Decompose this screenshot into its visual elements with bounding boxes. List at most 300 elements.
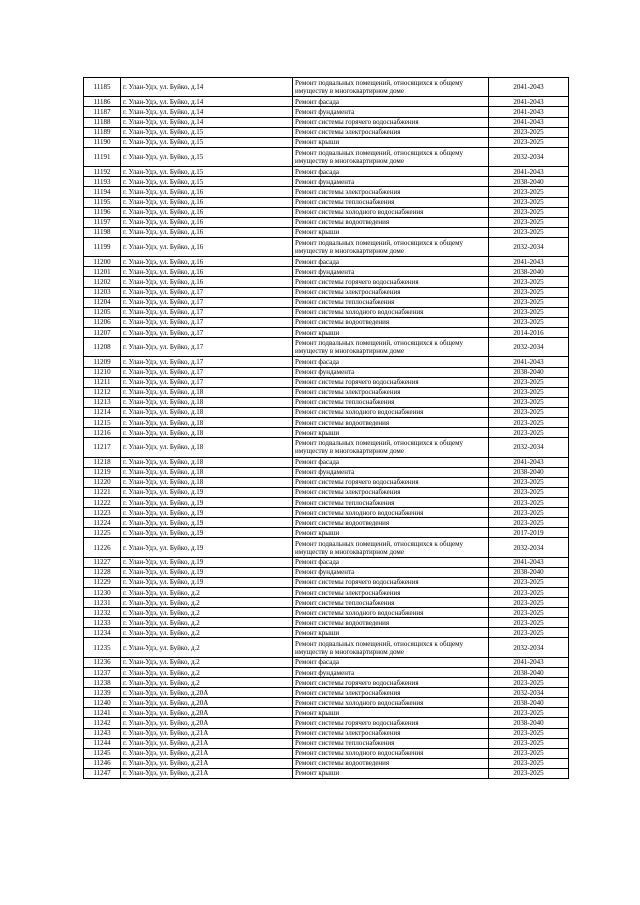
table-row [84,397,569,407]
work-type-cell: Ремонт подвальных помещений, относящихся к общему имуществу в многоквартирном доме [293,237,489,256]
address-cell: г. Улан-Удэ, ул. Буйко, д.18 [121,457,293,467]
table-row [84,327,569,337]
table-row [84,167,569,177]
row-number: 11230 [84,588,121,598]
work-type-cell: Ремонт фундамента [293,467,489,477]
row-number: 11225 [84,528,121,538]
address-cell: г. Улан-Удэ, ул. Буйко, д.16 [121,277,293,287]
address-cell: г. Улан-Удэ, ул. Буйко, д.21А [121,738,293,748]
address-cell: г. Улан-Удэ, ул. Буйко, д.16 [121,217,293,227]
row-number: 11194 [84,187,121,197]
work-type-cell: Ремонт системы электроснабжения [293,187,489,197]
table-row [84,237,569,256]
address-cell: г. Улан-Удэ, ул. Буйко, д.17 [121,338,293,357]
work-type-cell: Ремонт крыши [293,628,489,638]
table-row [84,718,569,728]
address-cell: г. Улан-Удэ, ул. Буйко, д.19 [121,518,293,528]
period-cell: 2023-2025 [489,418,569,428]
work-type-cell: Ремонт крыши [293,137,489,147]
table-row [84,598,569,608]
work-type-cell: Ремонт системы водоотведения [293,618,489,628]
period-cell: 2023-2025 [489,307,569,317]
period-cell: 2041-2043 [489,457,569,467]
row-number: 11198 [84,227,121,237]
row-number: 11236 [84,657,121,667]
period-cell: 2023-2025 [489,678,569,688]
work-type-cell: Ремонт системы холодного водоснабжения [293,608,489,618]
address-cell: г. Улан-Удэ, ул. Буйко, д.18 [121,477,293,487]
address-cell: г. Улан-Удэ, ул. Буйко, д.20А [121,708,293,718]
work-type-cell: Ремонт крыши [293,768,489,778]
work-type-cell: Ремонт системы горячего водоснабжения [293,117,489,127]
table-row [84,147,569,166]
row-number: 11209 [84,357,121,367]
table-row [84,758,569,768]
row-number: 11241 [84,708,121,718]
table-row [84,438,569,457]
table-row [84,78,569,97]
row-number: 11201 [84,267,121,277]
table-row [84,667,569,677]
address-cell: г. Улан-Удэ, ул. Буйко, д.15 [121,167,293,177]
period-cell: 2038-2040 [489,567,569,577]
table-row [84,177,569,187]
address-cell: г. Улан-Удэ, ул. Буйко, д.14 [121,117,293,127]
row-number: 11217 [84,438,121,457]
period-cell: 2041-2043 [489,357,569,367]
work-type-cell: Ремонт системы горячего водоснабжения [293,718,489,728]
table-row [84,357,569,367]
address-cell: г. Улан-Удэ, ул. Буйко, д.14 [121,107,293,117]
table-row [84,638,569,657]
row-number: 11244 [84,738,121,748]
table-row [84,387,569,397]
work-type-cell: Ремонт подвальных помещений, относящихся к общему имуществу в многоквартирном доме [293,147,489,166]
work-type-cell: Ремонт системы горячего водоснабжения [293,678,489,688]
work-type-cell: Ремонт системы теплоснабжения [293,297,489,307]
row-number: 11210 [84,367,121,377]
period-cell: 2038-2040 [489,267,569,277]
period-cell: 2038-2040 [489,718,569,728]
table-row [84,698,569,708]
work-type-cell: Ремонт подвальных помещений, относящихся к общему имуществу в многоквартирном доме [293,438,489,457]
address-cell: г. Улан-Удэ, ул. Буйко, д.2 [121,657,293,667]
table-row [84,307,569,317]
work-type-cell: Ремонт подвальных помещений, относящихся к общему имуществу в многоквартирном доме [293,538,489,557]
period-cell: 2023-2025 [489,287,569,297]
address-cell: г. Улан-Удэ, ул. Буйко, д.18 [121,438,293,457]
work-type-cell: Ремонт крыши [293,528,489,538]
period-cell: 2023-2025 [489,317,569,327]
address-cell: г. Улан-Удэ, ул. Буйко, д.2 [121,598,293,608]
table-row [84,297,569,307]
table-row [84,97,569,107]
address-cell: г. Улан-Удэ, ул. Буйко, д.18 [121,387,293,397]
work-type-cell: Ремонт системы теплоснабжения [293,497,489,507]
period-cell: 2017-2019 [489,528,569,538]
address-cell: г. Улан-Удэ, ул. Буйко, д.17 [121,317,293,327]
table-row [84,187,569,197]
period-cell: 2023-2025 [489,758,569,768]
period-cell: 2032-2034 [489,338,569,357]
address-cell: г. Улан-Удэ, ул. Буйко, д.17 [121,287,293,297]
address-cell: г. Улан-Удэ, ул. Буйко, д.17 [121,357,293,367]
row-number: 11220 [84,477,121,487]
row-number: 11237 [84,667,121,677]
period-cell: 2023-2025 [489,207,569,217]
address-cell: г. Улан-Удэ, ул. Буйко, д.16 [121,197,293,207]
address-cell: г. Улан-Удэ, ул. Буйко, д.20А [121,698,293,708]
address-cell: г. Улан-Удэ, ул. Буйко, д.20А [121,718,293,728]
work-type-cell: Ремонт фасада [293,457,489,467]
work-type-cell: Ремонт фасада [293,557,489,567]
work-type-cell: Ремонт подвальных помещений, относящихся к общему имуществу в многоквартирном доме [293,638,489,657]
table-row [84,197,569,207]
work-type-cell: Ремонт системы холодного водоснабжения [293,207,489,217]
row-number: 11208 [84,338,121,357]
period-cell: 2023-2025 [489,588,569,598]
work-type-cell: Ремонт фундамента [293,567,489,577]
table-row [84,497,569,507]
period-cell: 2023-2025 [489,768,569,778]
table-row [84,728,569,738]
period-cell: 2041-2043 [489,557,569,567]
period-cell: 2023-2025 [489,598,569,608]
row-number: 11246 [84,758,121,768]
work-type-cell: Ремонт фасада [293,657,489,667]
period-cell: 2023-2025 [489,297,569,307]
address-cell: г. Улан-Удэ, ул. Буйко, д.19 [121,557,293,567]
address-cell: г. Улан-Удэ, ул. Буйко, д.2 [121,618,293,628]
period-cell: 2023-2025 [489,407,569,417]
period-cell: 2023-2025 [489,748,569,758]
table-row [84,257,569,267]
work-type-cell: Ремонт системы горячего водоснабжения [293,577,489,587]
row-number: 11204 [84,297,121,307]
work-type-cell: Ремонт крыши [293,428,489,438]
row-number: 11211 [84,377,121,387]
row-number: 11243 [84,728,121,738]
table-row [84,407,569,417]
address-cell: г. Улан-Удэ, ул. Буйко, д.16 [121,187,293,197]
period-cell: 2041-2043 [489,117,569,127]
period-cell: 2023-2025 [489,377,569,387]
period-cell: 2041-2043 [489,257,569,267]
row-number: 11234 [84,628,121,638]
row-number: 11212 [84,387,121,397]
address-cell: г. Улан-Удэ, ул. Буйко, д.2 [121,608,293,618]
address-cell: г. Улан-Удэ, ул. Буйко, д.16 [121,267,293,277]
address-cell: г. Улан-Удэ, ул. Буйко, д.14 [121,97,293,107]
period-cell: 2023-2025 [489,497,569,507]
work-type-cell: Ремонт системы водоотведения [293,217,489,227]
address-cell: г. Улан-Удэ, ул. Буйко, д.14 [121,78,293,97]
row-number: 11247 [84,768,121,778]
period-cell: 2023-2025 [489,508,569,518]
address-cell: г. Улан-Удэ, ул. Буйко, д.16 [121,207,293,217]
period-cell: 2023-2025 [489,738,569,748]
address-cell: г. Улан-Удэ, ул. Буйко, д.2 [121,588,293,598]
table-row [84,557,569,567]
table-row [84,207,569,217]
table-body [84,78,569,779]
address-cell: г. Улан-Удэ, ул. Буйко, д.17 [121,297,293,307]
period-cell: 2023-2025 [489,728,569,738]
address-cell: г. Улан-Удэ, ул. Буйко, д.2 [121,678,293,688]
table-row [84,137,569,147]
table-row [84,508,569,518]
row-number: 11232 [84,608,121,618]
repair-schedule-table [83,77,569,779]
table-row [84,127,569,137]
row-number: 11188 [84,117,121,127]
work-type-cell: Ремонт системы теплоснабжения [293,738,489,748]
table-row [84,577,569,587]
period-cell: 2023-2025 [489,217,569,227]
row-number: 11215 [84,418,121,428]
period-cell: 2038-2040 [489,667,569,677]
period-cell: 2023-2025 [489,477,569,487]
table-row [84,457,569,467]
period-cell: 2023-2025 [489,227,569,237]
table-row [84,657,569,667]
address-cell: г. Улан-Удэ, ул. Буйко, д.18 [121,397,293,407]
table-row [84,367,569,377]
address-cell: г. Улан-Удэ, ул. Буйко, д.15 [121,127,293,137]
period-cell: 2023-2025 [489,608,569,618]
row-number: 11227 [84,557,121,567]
address-cell: г. Улан-Удэ, ул. Буйко, д.19 [121,567,293,577]
table-row [84,287,569,297]
address-cell: г. Улан-Удэ, ул. Буйко, д.17 [121,367,293,377]
address-cell: г. Улан-Удэ, ул. Буйко, д.16 [121,237,293,256]
row-number: 11219 [84,467,121,477]
work-type-cell: Ремонт системы горячего водоснабжения [293,377,489,387]
address-cell: г. Улан-Удэ, ул. Буйко, д.18 [121,428,293,438]
table-row [84,538,569,557]
table-row [84,567,569,577]
work-type-cell: Ремонт системы электроснабжения [293,487,489,497]
address-cell: г. Улан-Удэ, ул. Буйко, д.16 [121,257,293,267]
row-number: 11245 [84,748,121,758]
row-number: 11193 [84,177,121,187]
address-cell: г. Улан-Удэ, ул. Буйко, д.21А [121,748,293,758]
work-type-cell: Ремонт фундамента [293,367,489,377]
row-number: 11202 [84,277,121,287]
row-number: 11224 [84,518,121,528]
address-cell: г. Улан-Удэ, ул. Буйко, д.2 [121,628,293,638]
work-type-cell: Ремонт подвальных помещений, относящихся к общему имуществу в многоквартирном доме [293,78,489,97]
table-row [84,277,569,287]
period-cell: 2023-2025 [489,127,569,137]
row-number: 11205 [84,307,121,317]
work-type-cell: Ремонт системы электроснабжения [293,287,489,297]
work-type-cell: Ремонт фасада [293,257,489,267]
address-cell: г. Улан-Удэ, ул. Буйко, д.20А [121,688,293,698]
address-cell: г. Улан-Удэ, ул. Буйко, д.19 [121,528,293,538]
work-type-cell: Ремонт фундамента [293,177,489,187]
work-type-cell: Ремонт фундамента [293,267,489,277]
work-type-cell: Ремонт фасада [293,167,489,177]
table-row [84,678,569,688]
row-number: 11238 [84,678,121,688]
address-cell: г. Улан-Удэ, ул. Буйко, д.16 [121,227,293,237]
row-number: 11191 [84,147,121,166]
row-number: 11206 [84,317,121,327]
table-row [84,107,569,117]
work-type-cell: Ремонт системы теплоснабжения [293,598,489,608]
row-number: 11233 [84,618,121,628]
row-number: 11235 [84,638,121,657]
address-cell: г. Улан-Удэ, ул. Буйко, д.17 [121,377,293,387]
address-cell: г. Улан-Удэ, ул. Буйко, д.19 [121,508,293,518]
work-type-cell: Ремонт подвальных помещений, относящихся к общему имуществу в многоквартирном доме [293,338,489,357]
table-row [84,117,569,127]
period-cell: 2032-2034 [489,638,569,657]
period-cell: 2041-2043 [489,78,569,97]
period-cell: 2023-2025 [489,518,569,528]
work-type-cell: Ремонт фасада [293,97,489,107]
table-row [84,618,569,628]
period-cell: 2023-2025 [489,487,569,497]
period-cell: 2023-2025 [489,428,569,438]
work-type-cell: Ремонт системы холодного водоснабжения [293,407,489,417]
work-type-cell: Ремонт системы электроснабжения [293,127,489,137]
work-type-cell: Ремонт системы холодного водоснабжения [293,307,489,317]
work-type-cell: Ремонт системы холодного водоснабжения [293,508,489,518]
row-number: 11226 [84,538,121,557]
table-row [84,608,569,618]
row-number: 11196 [84,207,121,217]
period-cell: 2023-2025 [489,387,569,397]
row-number: 11240 [84,698,121,708]
table-row [84,317,569,327]
address-cell: г. Улан-Удэ, ул. Буйко, д.18 [121,418,293,428]
row-number: 11192 [84,167,121,177]
work-type-cell: Ремонт системы водоотведения [293,418,489,428]
row-number: 11214 [84,407,121,417]
work-type-cell: Ремонт системы водоотведения [293,317,489,327]
address-cell: г. Улан-Удэ, ул. Буйко, д.19 [121,538,293,557]
work-type-cell: Ремонт фундамента [293,107,489,117]
row-number: 11229 [84,577,121,587]
table-row [84,377,569,387]
table-row [84,628,569,638]
table-row [84,267,569,277]
row-number: 11200 [84,257,121,267]
table-row [84,588,569,598]
table-row [84,338,569,357]
work-type-cell: Ремонт системы теплоснабжения [293,397,489,407]
table-row [84,487,569,497]
address-cell: г. Улан-Удэ, ул. Буйко, д.18 [121,467,293,477]
work-type-cell: Ремонт крыши [293,708,489,718]
address-cell: г. Улан-Удэ, ул. Буйко, д.18 [121,407,293,417]
table-row [84,477,569,487]
work-type-cell: Ремонт системы горячего водоснабжения [293,477,489,487]
row-number: 11218 [84,457,121,467]
address-cell: г. Улан-Удэ, ул. Буйко, д.21А [121,768,293,778]
period-cell: 2032-2034 [489,237,569,256]
period-cell: 2023-2025 [489,197,569,207]
period-cell: 2041-2043 [489,97,569,107]
row-number: 11203 [84,287,121,297]
row-number: 11186 [84,97,121,107]
row-number: 11185 [84,78,121,97]
period-cell: 2023-2025 [489,187,569,197]
work-type-cell: Ремонт системы водоотведения [293,518,489,528]
period-cell: 2038-2040 [489,177,569,187]
table-row [84,738,569,748]
work-type-cell: Ремонт системы электроснабжения [293,688,489,698]
row-number: 11221 [84,487,121,497]
address-cell: г. Улан-Удэ, ул. Буйко, д.15 [121,147,293,166]
period-cell: 2023-2025 [489,577,569,587]
period-cell: 2038-2040 [489,367,569,377]
address-cell: г. Улан-Удэ, ул. Буйко, д.2 [121,667,293,677]
address-cell: г. Улан-Удэ, ул. Буйко, д.19 [121,497,293,507]
period-cell: 2032-2034 [489,688,569,698]
row-number: 11242 [84,718,121,728]
row-number: 11187 [84,107,121,117]
work-type-cell: Ремонт системы теплоснабжения [293,197,489,207]
row-number: 11223 [84,508,121,518]
row-number: 11222 [84,497,121,507]
table-row [84,467,569,477]
row-number: 11228 [84,567,121,577]
work-type-cell: Ремонт системы холодного водоснабжения [293,698,489,708]
table-row [84,688,569,698]
period-cell: 2023-2025 [489,137,569,147]
row-number: 11199 [84,237,121,256]
table-row [84,227,569,237]
address-cell: г. Улан-Удэ, ул. Буйко, д.21А [121,728,293,738]
period-cell: 2038-2040 [489,698,569,708]
table-row [84,418,569,428]
row-number: 11239 [84,688,121,698]
row-number: 11213 [84,397,121,407]
period-cell: 2041-2043 [489,167,569,177]
row-number: 11197 [84,217,121,227]
table-row [84,768,569,778]
period-cell: 2023-2025 [489,618,569,628]
work-type-cell: Ремонт системы холодного водоснабжения [293,748,489,758]
work-type-cell: Ремонт фундамента [293,667,489,677]
period-cell: 2023-2025 [489,628,569,638]
work-type-cell: Ремонт системы электроснабжения [293,588,489,598]
table-row [84,708,569,718]
address-cell: г. Улан-Удэ, ул. Буйко, д.19 [121,487,293,497]
row-number: 11231 [84,598,121,608]
period-cell: 2023-2025 [489,397,569,407]
period-cell: 2038-2040 [489,467,569,477]
period-cell: 2014-2016 [489,327,569,337]
period-cell: 2032-2034 [489,147,569,166]
period-cell: 2041-2043 [489,107,569,117]
period-cell: 2023-2025 [489,708,569,718]
period-cell: 2032-2034 [489,538,569,557]
table-row [84,518,569,528]
address-cell: г. Улан-Удэ, ул. Буйко, д.2 [121,638,293,657]
address-cell: г. Улан-Удэ, ул. Буйко, д.15 [121,177,293,187]
work-type-cell: Ремонт крыши [293,327,489,337]
address-cell: г. Улан-Удэ, ул. Буйко, д.21А [121,758,293,768]
row-number: 11189 [84,127,121,137]
period-cell: 2032-2034 [489,438,569,457]
work-type-cell: Ремонт системы электроснабжения [293,728,489,738]
work-type-cell: Ремонт системы водоотведения [293,758,489,768]
table-row [84,217,569,227]
